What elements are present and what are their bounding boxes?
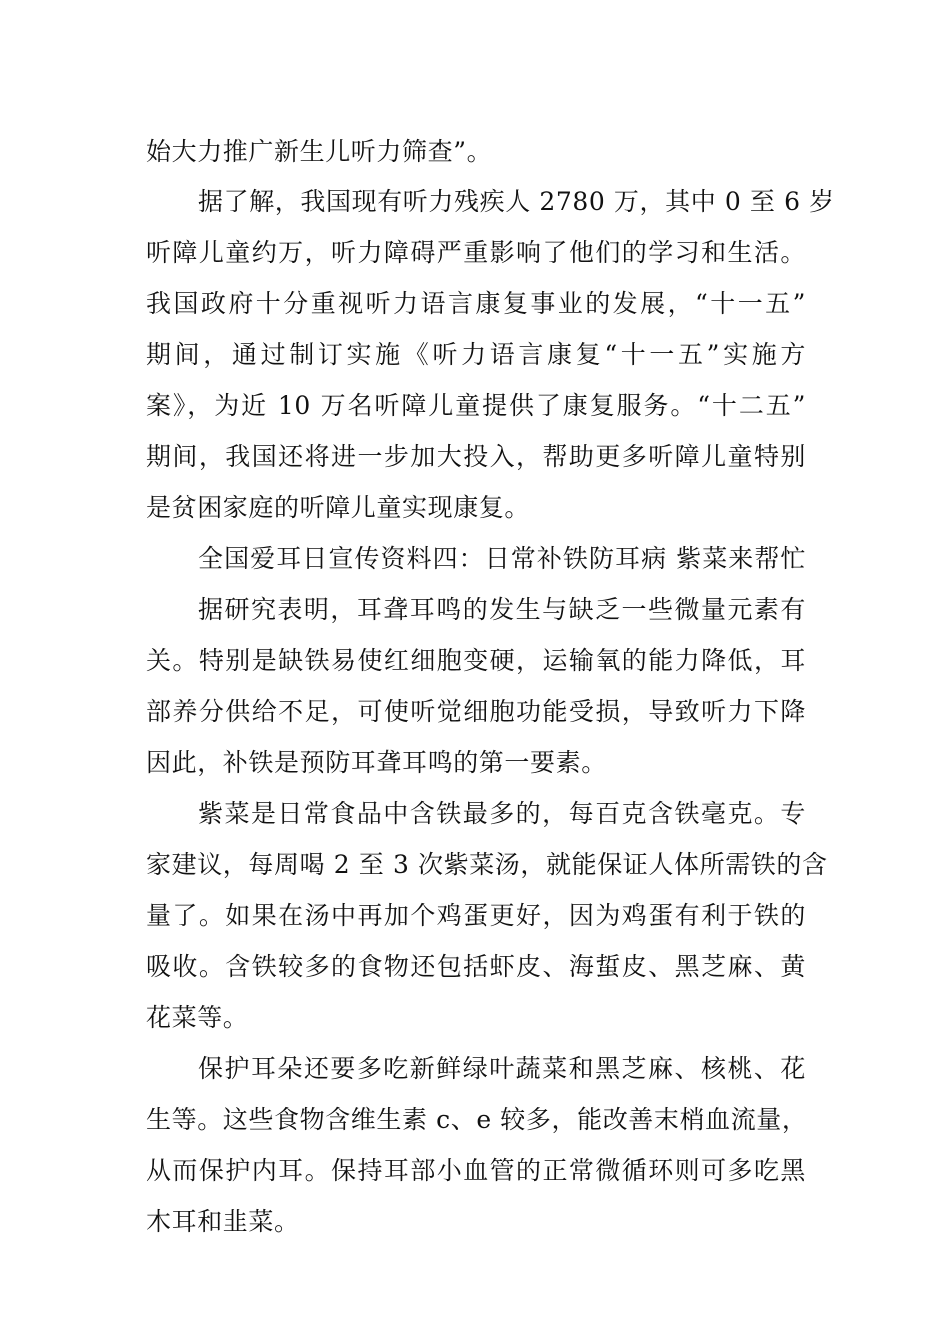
text-line: 花菜等。 <box>146 1003 249 1032</box>
text-line: 期间，通过制订实施《听力语言康复“十一五”实施方 <box>146 340 806 369</box>
text-line: 部养分供给不足，可使听觉细胞功能受损，导致听力下降 <box>146 697 806 726</box>
text-line: 吸收。含铁较多的食物还包括虾皮、海蜇皮、黑芝麻、黄 <box>146 952 806 981</box>
text-line: 案》，为近 10 万名听障儿童提供了康复服务。“十二五” <box>146 391 806 420</box>
text-line: 量了。如果在汤中再加个鸡蛋更好，因为鸡蛋有利于铁的 <box>146 901 806 930</box>
text-line: 始大力推广新生儿听力筛查”。 <box>146 137 493 166</box>
text-line: 期间，我国还将进一步加大投入，帮助更多听障儿童特别 <box>146 442 806 471</box>
text-line: 木耳和韭菜。 <box>146 1207 300 1236</box>
text-line: 保护耳朵还要多吃新鲜绿叶蔬菜和黑芝麻、核桃、花 <box>198 1054 806 1083</box>
text-line: 听障儿童约万，听力障碍严重影响了他们的学习和生活。 <box>146 238 806 267</box>
text-line: 家建议，每周喝 2 至 3 次紫菜汤，就能保证人体所需铁的含 <box>146 850 828 879</box>
text-line: 关。特别是缺铁易使红细胞变硬，运输氧的能力降低，耳 <box>146 646 806 675</box>
text-line: 紫菜是日常食品中含铁最多的，每百克含铁毫克。专 <box>198 799 806 828</box>
text-line: 是贫困家庭的听障儿童实现康复。 <box>146 493 531 522</box>
text-line: 据研究表明，耳聋耳鸣的发生与缺乏一些微量元素有 <box>198 595 806 624</box>
text-line: 因此，补铁是预防耳聋耳鸣的第一要素。 <box>146 748 607 777</box>
text-line: 生等。这些食物含维生素 c、e 较多，能改善末梢血流量， <box>146 1105 808 1134</box>
text-line: 我国政府十分重视听力语言康复事业的发展，“十一五” <box>146 289 806 318</box>
section-heading: 全国爱耳日宣传资料四：日常补铁防耳病 紫菜来帮忙 <box>198 544 806 573</box>
text-line: 从而保护内耳。保持耳部小血管的正常微循环则可多吃黑 <box>146 1156 806 1185</box>
text-line: 据了解，我国现有听力残疾人 2780 万，其中 0 至 6 岁 <box>198 187 835 216</box>
